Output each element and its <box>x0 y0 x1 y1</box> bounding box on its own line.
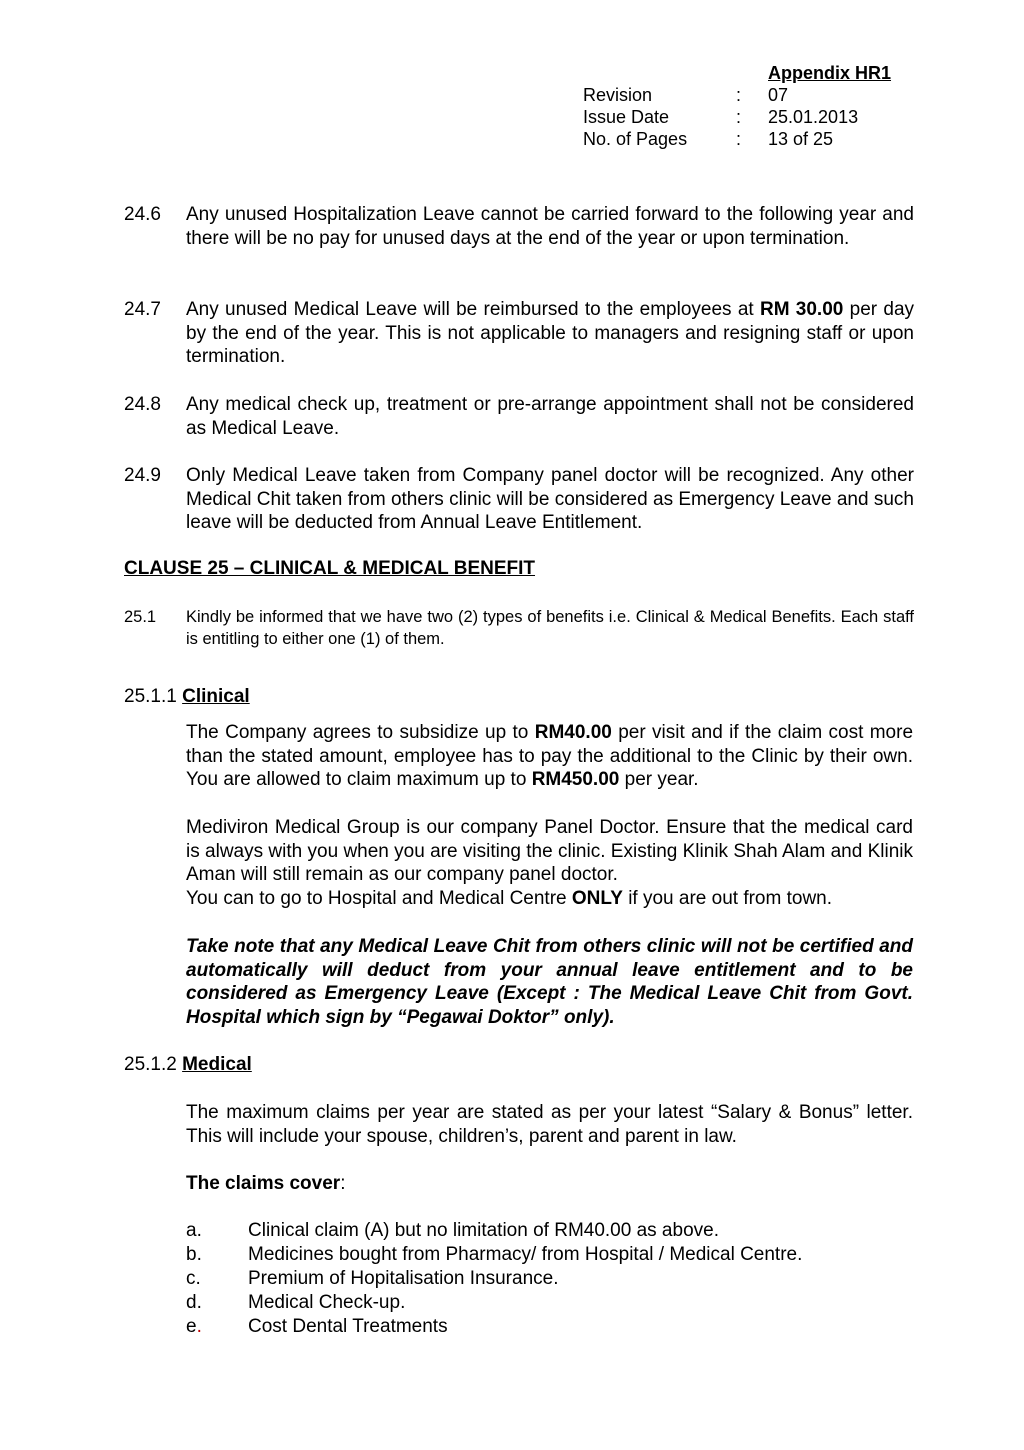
header-value: 13 of 25 <box>768 129 834 149</box>
text-run: The Company agrees to subsidize up to <box>186 722 535 743</box>
colon: : <box>340 1173 346 1194</box>
list-text: Premium of Hopitalisation Insurance. <box>248 1268 559 1289</box>
clinical-subsidy-paragraph <box>186 721 913 792</box>
list-text: Medicines bought from Pharmacy/ from Hospital / Medical Centre. <box>248 1244 803 1265</box>
appendix-title: Appendix HR1 <box>768 63 892 83</box>
section-number: 25.1.2 <box>124 1054 177 1075</box>
medical-leave-note: Take note that any Medical Leave Chit from others clinic will not be certified and automatically will deduct from your annual leave entitlement and to be considered as Emergency Leave (Except : The Medical Leave Chit from Govt. Hospital which sign by “Pegawai Doktor” only). <box>186 936 913 1028</box>
paragraph-24-9 <box>124 464 914 535</box>
paragraph-text <box>186 298 914 369</box>
paragraph-number: 24.6 <box>124 204 161 225</box>
header-label: Issue Date <box>583 107 670 127</box>
paragraph-number: 24.9 <box>124 465 161 486</box>
list-text: Medical Check-up. <box>248 1292 406 1313</box>
section-clinical-heading <box>124 685 250 709</box>
section-number: 25.1.1 <box>124 686 177 707</box>
header-sep: : <box>736 107 742 127</box>
list-item <box>186 1219 913 1243</box>
maximum-claims-paragraph: The maximum claims per year are stated as per your latest “Salary & Bonus” letter. This will include your spouse, children’s, parent and parent in law. <box>186 1102 913 1147</box>
letter-dot: . <box>196 1316 202 1337</box>
paragraph-25-1 <box>124 606 914 650</box>
list-letter: d. <box>186 1292 202 1313</box>
header-label: Revision <box>583 85 653 105</box>
list-item <box>186 1291 913 1315</box>
header-value: 07 <box>768 85 789 105</box>
paragraph-text: Any unused Hospitalization Leave cannot be carried forward to the following year and there will be no pay for unused days at the end of the year or upon termination. <box>186 204 914 249</box>
claims-cover-title: The claims cover <box>186 1173 341 1194</box>
panel-doctor-text: Mediviron Medical Group is our company Panel Doctor. Ensure that the medical card is always with you when you are visiting the clinic. Existing Klinik Shah Alam and Klinik Aman will still remain as our company panel doctor. <box>186 817 913 885</box>
paragraph-24-8 <box>124 393 914 440</box>
paragraph-number: 24.7 <box>124 299 161 320</box>
header-label: No. of Pages <box>583 129 688 149</box>
list-item <box>186 1243 913 1267</box>
annual-limit-amount: RM450.00 <box>531 769 620 790</box>
letter-char: e <box>186 1316 197 1337</box>
clause-title: CLAUSE 25 – CLINICAL & MEDICAL BENEFIT <box>124 558 536 579</box>
text-run: per day by the end of the year. This is not applicable to managers and resigning staff or upon termination. <box>186 299 915 367</box>
text-run: if you are out from town. <box>622 887 833 909</box>
header-sep: : <box>736 129 742 149</box>
section-title: Clinical <box>182 686 250 707</box>
list-letter: a. <box>186 1220 202 1241</box>
list-letter: c. <box>186 1268 201 1289</box>
list-letter <box>186 1315 202 1339</box>
header-value: 25.01.2013 <box>768 107 859 127</box>
out-of-town-text <box>186 887 913 911</box>
text-run: per year. <box>619 769 699 790</box>
section-medical-heading <box>124 1053 252 1077</box>
emphasis-only: ONLY <box>571 887 623 909</box>
claims-list <box>186 1219 913 1339</box>
text-run: per visit and if the claim cost more than the stated amount, employee has to pay the additional to the Clinic by their own. You are allowed to claim maximum up to <box>186 722 914 790</box>
text-run: You can to go to Hospital and Medical Centre <box>186 887 572 909</box>
panel-doctor-paragraph <box>186 816 913 910</box>
list-text: Clinical claim (A) but no limitation of RM40.00 as above. <box>248 1220 719 1241</box>
paragraph-number: 24.8 <box>124 394 161 415</box>
paragraph-text: Only Medical Leave taken from Company panel doctor will be recognized. Any other Medical Chit taken from others clinic will be considered as Emergency Leave and such leave will be deducted from Annual Leave Entitlement. <box>186 465 914 533</box>
paragraph-text: Any medical check up, treatment or pre-arrange appointment shall not be considered as Medical Leave. <box>186 394 914 439</box>
rate-amount: RM 30.00 <box>759 299 844 320</box>
paragraph-24-6 <box>124 203 914 250</box>
list-letter: b. <box>186 1244 202 1265</box>
paragraph-number: 25.1 <box>124 608 157 626</box>
list-item <box>186 1267 913 1291</box>
text-run: Any unused Medical Leave will be reimbursed to the employees at <box>186 299 760 320</box>
header-sep: : <box>736 85 742 105</box>
visit-limit-amount: RM40.00 <box>534 722 612 743</box>
paragraph-text: Kindly be informed that we have two (2) types of benefits i.e. Clinical & Medical Benefits. Each staff is entitling to either one (1) of them. <box>186 608 914 648</box>
list-item <box>186 1315 913 1339</box>
claims-cover-label <box>186 1172 913 1196</box>
list-text: Cost Dental Treatments <box>248 1316 448 1337</box>
paragraph-24-7 <box>124 298 914 369</box>
section-title: Medical <box>182 1054 252 1075</box>
